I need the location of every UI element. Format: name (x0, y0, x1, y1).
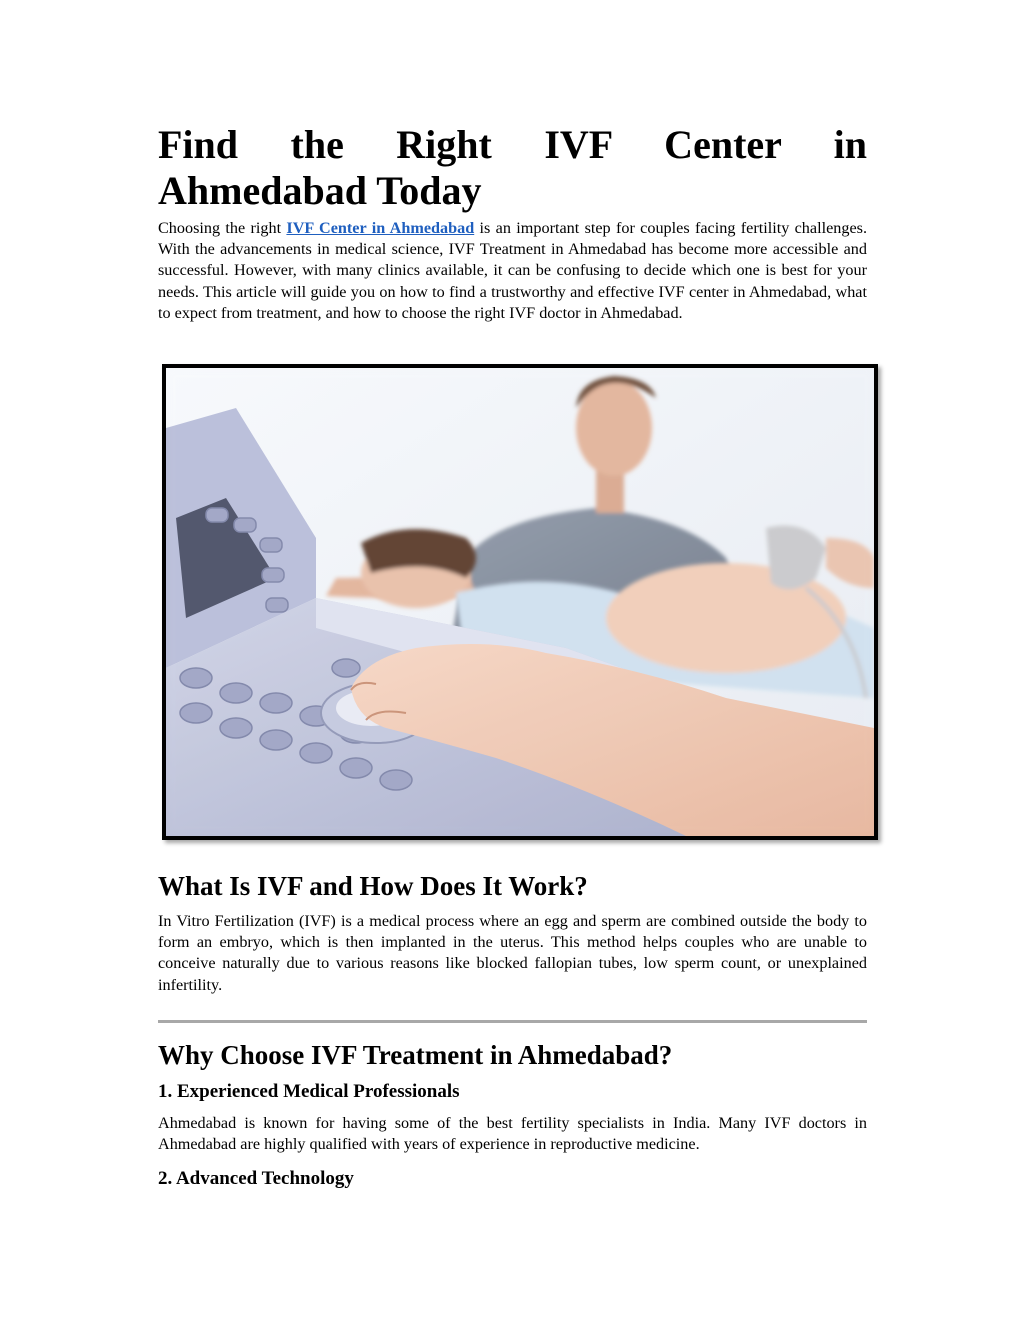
article-title: Find the Right IVF Center in Ahmedabad Today (158, 122, 867, 213)
subheading-advanced-technology: 2. Advanced Technology (158, 1168, 354, 1189)
subheading-experienced-professionals: 1. Experienced Medical Professionals (158, 1081, 460, 1102)
intro-paragraph (158, 218, 867, 324)
ivf-center-link[interactable]: IVF Center in Ahmedabad (286, 219, 475, 237)
section-body-what-is-ivf: In Vitro Fertilization (IVF) is a medical process where an egg and sperm are combined outside the body to form an embryo, which is then implanted in the uterus. This method helps couples who are unable to conceive naturally due to various reasons like blocked fallopian tubes, low sperm count, or unexplained infertility. (158, 912, 867, 994)
body-experienced-professionals: Ahmedabad is known for having some of the best fertility specialists in India. Many IVF doctors in Ahmedabad are highly qualified with years of experience in reproductive medicine. (158, 1114, 867, 1154)
section-heading-why-choose: Why Choose IVF Treatment in Ahmedabad? (158, 1040, 673, 1070)
horizontal-divider (158, 1020, 867, 1023)
ultrasound-photo (162, 364, 878, 840)
ultrasound-photo-illustration (166, 368, 874, 836)
intro-text-after-link: is an important step for couples facing fertility challenges. With the advancements in medical science, IVF Treatment in Ahmedabad has become more accessible and successful. However, with many clinics available, it can be confusing to decide which one is best for your needs. This article will guide you on how to find a trustworthy and effective IVF center in Ahmedabad, what to expect from treatment, and how to choose the right IVF doctor in Ahmedabad. (158, 219, 867, 322)
intro-text-before-link: Choosing the right (158, 219, 287, 237)
section-heading-what-is-ivf: What Is IVF and How Does It Work? (158, 871, 588, 901)
